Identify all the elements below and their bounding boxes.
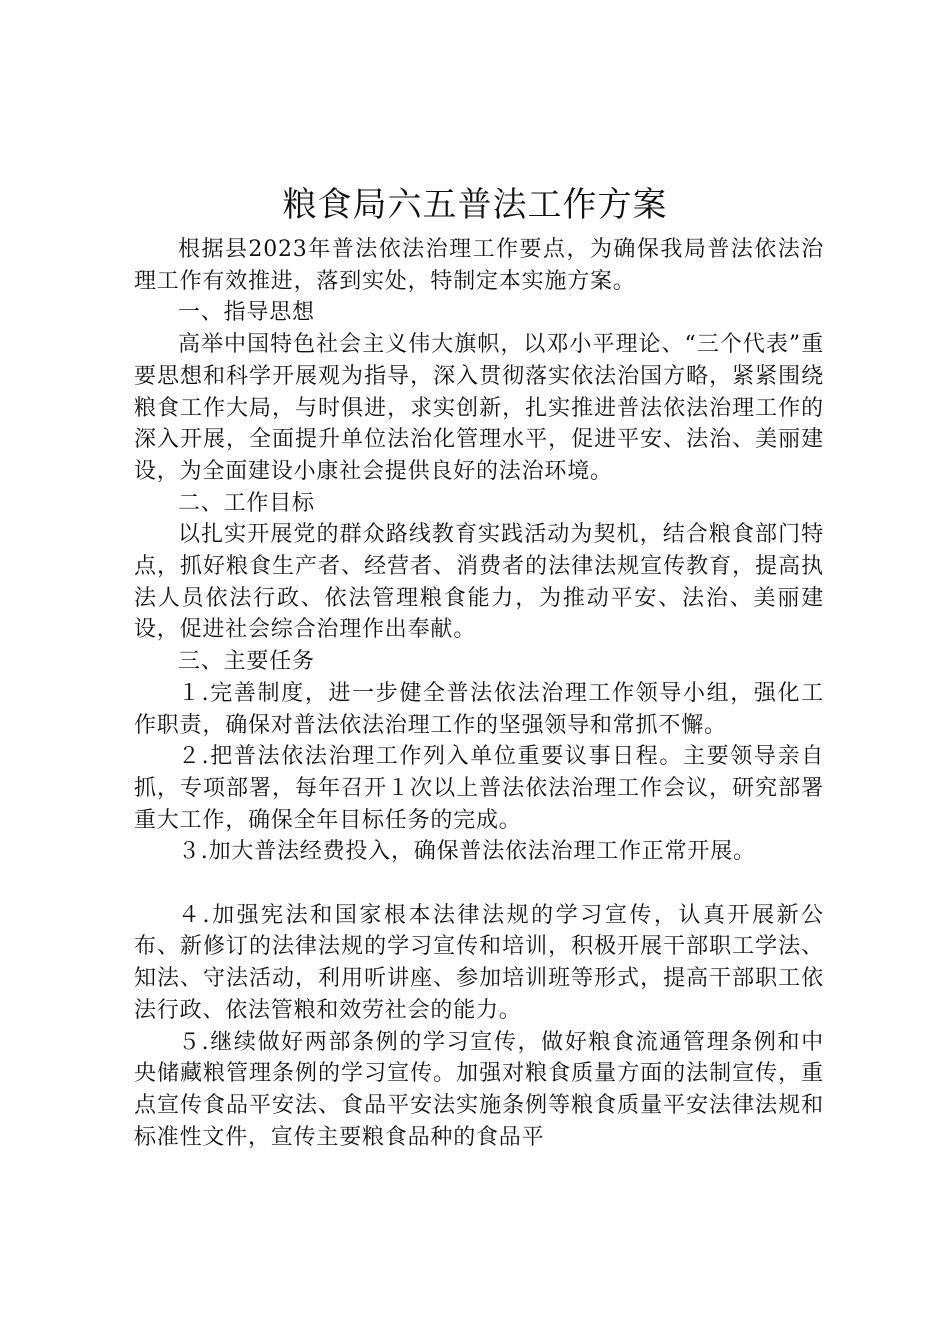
task-item-5: ５.继续做好两部条例的学习宣传，做好粮食流通管理条例和中央储藏粮管理条例的学习宣传。加强对粮食质量方面的法制宣传，重点宣传食品平安法、食品平安法实施条例等粮食质量平安法律法规和标准性文件，宣传主要粮食品种的食品平 bbox=[134, 1029, 824, 1150]
section-heading-work-goals: 二、工作目标 bbox=[178, 490, 315, 516]
section-heading-guiding-thought: 一、指导思想 bbox=[178, 300, 315, 326]
document-body bbox=[134, 234, 824, 1153]
task-item-3: ３.加大普法经费投入，确保普法依法治理工作正常开展。 bbox=[178, 839, 756, 865]
task-item-4: ４.加强宪法和国家根本法律法规的学习宣传，认真开展新公布、新修订的法律法规的学习宣传和培训，积极开展干部职工学法、知法、守法活动，利用听讲座、参加培训班等形式，提高干部职工依法行政、依法管粮和效劳社会的能力。 bbox=[134, 902, 824, 1023]
task-item-1: １.完善制度，进一步健全普法依法治理工作领导小组，强化工作职责，确保对普法依法治理工作的坚强领导和常抓不懈。 bbox=[134, 680, 824, 738]
guiding-thought-paragraph: 高举中国特色社会主义伟大旗帜，以邓小平理论、“三个代表”重要思想和科学开展观为指导，深入贯彻落实依法治国方略，紧紧围绕粮食工作大局，与时俱进，求实创新，扎实推进普法依法治理工作的深入开展，全面提升单位法治化管理水平，促进平安、法治、美丽建设，为全面建设小康社会提供良好的法治环境。 bbox=[134, 332, 824, 484]
intro-paragraph: 根据县2023年普法依法治理工作要点，为确保我局普法依法治理工作有效推进，落到实处，特制定本实施方案。 bbox=[134, 237, 824, 294]
document-title: 粮食局六五普法工作方案 bbox=[282, 185, 668, 225]
task-item-2: ２.把普法依法治理工作列入单位重要议事日程。主要领导亲自抓，专项部署，每年召开１次以上普法依法治理工作会议，研究部署重大工作，确保全年目标任务的完成。 bbox=[134, 744, 824, 833]
work-goals-paragraph: 以扎实开展党的群众路线教育实践活动为契机，结合粮食部门特点，抓好粮食生产者、经营者、消费者的法律法规宣传教育，提高执法人员依法行政、依法管理粮食能力，为推动平安、法治、美丽建设，促进社会综合治理作出奉献。 bbox=[134, 522, 824, 643]
section-heading-main-tasks: 三、主要任务 bbox=[178, 649, 315, 675]
